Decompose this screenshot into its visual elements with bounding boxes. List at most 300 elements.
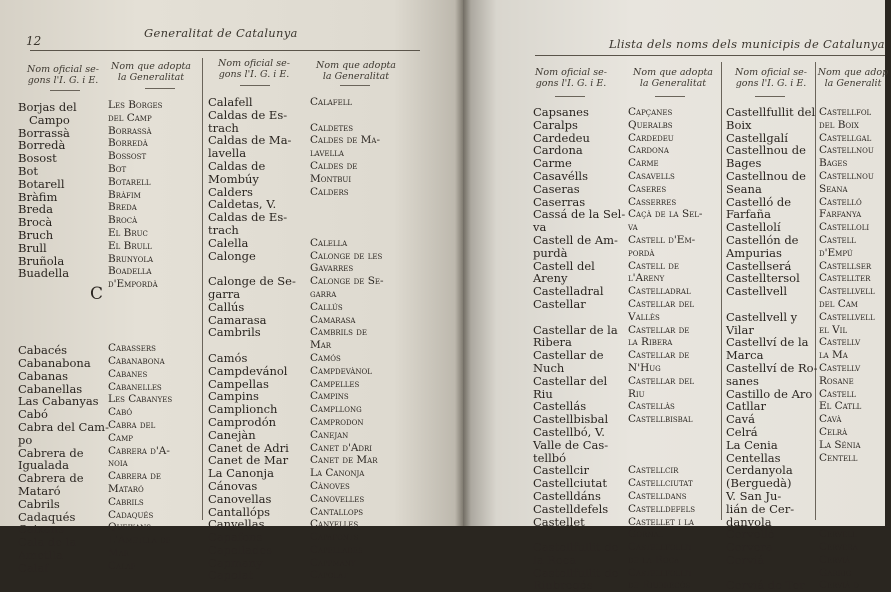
entry: Casavells <box>628 169 675 182</box>
entry: Capafonts <box>310 531 359 544</box>
entry: Castellfullit de <box>533 565 619 580</box>
col-header-oficial-1 <box>18 64 108 86</box>
entry: Farfanya <box>819 208 862 221</box>
entry: Castelldans <box>628 489 687 502</box>
entry: trach <box>208 222 239 237</box>
entry: Cabrera de <box>18 445 84 460</box>
entry: Cabassers <box>108 342 156 355</box>
entry: Queralbs <box>628 118 673 131</box>
entry: Brocà <box>108 214 138 227</box>
entry: Castelladral <box>533 284 604 299</box>
col-header-line: Nom que adopta <box>633 67 713 78</box>
entry: Bot <box>18 163 38 178</box>
entry: (Berguedà) <box>726 476 792 491</box>
entry: Ribera <box>533 335 572 350</box>
entry: el Vil <box>819 323 848 336</box>
entry: Cantallops <box>310 505 364 518</box>
entry: L'Ametlla de <box>108 534 171 547</box>
entry: Cardona <box>628 144 669 157</box>
entry: de la Roca <box>628 553 680 566</box>
entry: Camplionch <box>208 402 278 417</box>
entry: Castellnou de <box>726 143 806 158</box>
column-generalitat-4 <box>819 106 885 592</box>
entry: tellbó <box>533 450 567 465</box>
entry: El Brull <box>108 239 152 252</box>
entry: Castell d'Em- <box>628 233 696 246</box>
entry: Castelldefels <box>628 502 696 515</box>
entry: Callús <box>310 300 343 313</box>
col-header-line: Nom oficial se- <box>535 67 607 78</box>
entry: Calonge de Se- <box>310 275 384 288</box>
entry: Canejan <box>310 428 349 441</box>
entry: Campllong <box>310 403 362 416</box>
entry: Castellvell <box>726 284 787 299</box>
entry: Castellfollit <box>628 566 693 579</box>
entry: Castellfollit <box>628 541 693 554</box>
entry: Cànoves <box>310 479 350 492</box>
entry: l'Areny <box>628 272 665 285</box>
entry: Camprodon <box>310 415 364 428</box>
entry: sanes <box>726 373 759 388</box>
entry: La Cenia <box>726 437 778 452</box>
entry: Castellar de <box>628 349 690 362</box>
entry: Castellciutat <box>628 477 693 490</box>
entry: Castellnou de <box>726 168 806 183</box>
entry: La Sénia <box>819 438 861 451</box>
header-rule-right <box>535 55 885 56</box>
entry: Castellbisbal <box>533 412 609 427</box>
entry: Capolat <box>208 568 254 583</box>
entry: Castellcir <box>628 464 679 477</box>
entry: Cerviá de Ter <box>726 578 805 592</box>
col-header-oficial-3 <box>525 67 617 89</box>
entry: Cánovas <box>208 478 258 493</box>
entry: Castellv <box>819 361 861 374</box>
entry: Capmany <box>208 555 263 570</box>
entry: Les Borges <box>108 99 163 111</box>
entry: trach <box>208 120 239 135</box>
entry: Boix <box>726 117 752 132</box>
entry: Castelldáns <box>533 488 601 503</box>
column-generalitat-2 <box>310 96 410 582</box>
entry: Castellter <box>819 272 871 285</box>
column-generalitat-1 <box>108 99 202 572</box>
entry: Marca <box>726 348 764 363</box>
entry: Cambrils <box>208 325 261 340</box>
entry: Bosost <box>18 151 57 166</box>
entry: Breda <box>18 202 53 217</box>
entry <box>108 317 202 330</box>
entry: Igualada <box>18 458 69 473</box>
entry: Borredà <box>108 137 148 150</box>
entry: va <box>533 220 547 235</box>
entry: Farfaña <box>726 207 771 222</box>
column-oficial-1 <box>18 100 109 575</box>
entry: Calonge de Se- <box>208 274 296 289</box>
entry: Castellón de <box>726 232 799 247</box>
entry: La Canonja <box>310 467 365 480</box>
entry: Brull <box>18 240 47 255</box>
col-header-line: Nom oficial se- <box>735 67 807 78</box>
entry: Centell <box>819 451 858 464</box>
entry <box>310 211 410 224</box>
entry: Calonge de les <box>310 249 383 262</box>
entry: Campdevànol <box>310 364 372 377</box>
entry: d'Empordà <box>108 278 158 291</box>
entry: Breda <box>108 201 137 214</box>
entry: lavella <box>310 147 344 160</box>
entry: Campo <box>18 112 70 127</box>
entry: Canet de Mar <box>310 454 378 467</box>
entry: Les Cabanyes <box>108 393 173 406</box>
entry: purdà <box>533 245 568 260</box>
entry <box>628 452 723 465</box>
entry: Castellar del <box>533 373 608 388</box>
col-header-line: Nom que adop <box>817 67 889 78</box>
entry: Caserras <box>533 194 586 209</box>
column-divider <box>202 58 203 520</box>
entry: Celrà <box>819 425 848 438</box>
column-oficial-3 <box>533 106 625 592</box>
entry: Caldes de <box>310 159 358 172</box>
entry: Brocà <box>18 215 53 230</box>
entry: Caldas de Es- <box>208 210 288 225</box>
entry: Bossost <box>108 150 147 163</box>
entry: Castellfol <box>819 106 872 118</box>
entry: Castell de Am- <box>533 232 618 247</box>
entry: Campins <box>208 389 259 404</box>
entry: Castellet <box>533 514 585 529</box>
entry <box>18 319 106 332</box>
entry: Canyelles <box>310 518 359 531</box>
column-oficial-2 <box>208 96 306 582</box>
entry: Callús <box>208 299 245 314</box>
entry: Casavélls <box>533 168 588 183</box>
entry: Areny <box>533 271 568 286</box>
entry: Bràfim <box>18 189 58 204</box>
entry: Bruñola <box>18 253 65 268</box>
entry: Castellàs <box>628 400 675 413</box>
entry: Catllar <box>726 399 766 414</box>
col-header-line: Nom oficial se- <box>27 64 99 75</box>
entry: Canyellas <box>208 517 265 532</box>
entry: Montbui <box>310 172 352 185</box>
entry: Camarasa <box>208 312 267 327</box>
entry <box>108 329 202 342</box>
entry: Cappmany <box>310 556 356 569</box>
entry: Caçà de la Sel- <box>628 208 703 221</box>
entry: Castellserá <box>726 258 792 273</box>
entry: lavella <box>208 146 247 161</box>
entry: Caldas de Ma- <box>208 133 292 148</box>
entry: Caldas de Es- <box>208 107 288 122</box>
entry: Castelló de <box>726 194 792 209</box>
entry: Caldetes <box>310 121 354 134</box>
entry: Mataró <box>108 482 144 495</box>
entry: Castell <box>819 387 856 400</box>
entry: Cabanes <box>108 367 148 380</box>
entry: Castillo de Aro <box>726 386 813 401</box>
entry: Nuch <box>533 360 565 375</box>
entry: Cassá de la Sel- <box>533 207 626 222</box>
book-gutter <box>455 0 471 526</box>
entry: Cervell <box>819 528 857 541</box>
entry: Cerviá <box>726 552 765 567</box>
entry <box>310 224 410 237</box>
entry: Garrig <box>819 566 852 579</box>
entry: La Canonja <box>208 466 274 481</box>
entry: Capsanes <box>533 105 589 119</box>
entry: Cabanas <box>18 368 69 383</box>
entry: Cardona <box>533 143 583 158</box>
entry: Castellar del <box>628 374 694 387</box>
entry: Campelles <box>310 377 360 390</box>
entry: Las Cabanyas <box>18 394 99 409</box>
col-header-line: la Generalitat <box>117 72 185 83</box>
entry: Camarasa <box>310 313 356 326</box>
entry: Mombúy <box>208 171 259 186</box>
entry: Castellnou <box>819 144 874 157</box>
entry: V. San Ju- <box>726 488 782 503</box>
entry: Caldetas, V. <box>208 197 277 212</box>
entry: Cabra del Cam- <box>18 419 109 434</box>
entry: Canejàn <box>208 427 256 442</box>
entry: Cervelló <box>726 527 775 542</box>
entry: Calafell <box>310 96 353 108</box>
entry: Botarell <box>108 175 151 188</box>
page-number: 12 <box>26 34 42 48</box>
entry: Castellbisbal <box>628 413 693 426</box>
entry: Borrassà <box>18 125 70 140</box>
col-header-rule <box>655 96 685 97</box>
col-header-line: la Generalitat <box>322 71 390 82</box>
col-header-adopta-1 <box>106 61 196 83</box>
entry: Bruch <box>18 227 54 242</box>
entry: Castell <box>819 233 856 246</box>
entry: Canovellas <box>208 491 272 506</box>
entry: Calaf <box>18 560 49 575</box>
entry: Castellgalí <box>726 130 788 145</box>
entry: Cavà <box>819 413 842 426</box>
entry: Seana <box>819 182 848 195</box>
entry: Queixans <box>108 521 152 534</box>
entry: Caseras <box>533 181 580 196</box>
entry <box>819 464 885 477</box>
entry: del Camp <box>108 111 152 124</box>
entry: del Cam <box>819 297 858 310</box>
entry: Cabó <box>108 406 133 419</box>
col-header-line: la Generalitat <box>639 78 707 89</box>
entry <box>819 503 885 516</box>
entry: Celrá <box>726 424 758 439</box>
col-header-rule <box>555 96 585 97</box>
entry: po <box>18 432 33 447</box>
entry: Mataró <box>18 483 61 498</box>
entry: Castelladral <box>628 285 691 298</box>
entry: Caixans <box>18 522 64 537</box>
entry: Capçanes <box>628 106 673 118</box>
entry: Ametlla <box>18 547 63 562</box>
entry: Borredà <box>18 138 66 153</box>
entry: Cadaqués <box>18 509 76 524</box>
entry: Cervià d <box>819 579 859 592</box>
entry: Caseres <box>628 182 667 195</box>
entry: Castellvell <box>819 285 875 298</box>
col-header-line: Nom que adopta <box>316 60 396 71</box>
entry: Centellas <box>726 450 781 465</box>
col-header-adopta-4 <box>815 67 891 89</box>
entry: Cantallóps <box>208 504 271 519</box>
entry: Canet d'Adri <box>310 441 373 454</box>
entry: Capellades <box>310 543 363 556</box>
col-header-line: gons l'I. G. i E. <box>735 78 807 89</box>
entry: Cadaqués <box>108 508 154 521</box>
col-header-rule <box>340 85 370 86</box>
entry: la Roca <box>533 552 577 567</box>
entry: Mar <box>108 546 130 559</box>
running-head-right: Llista dels noms dels municipis de Catalunya <box>609 37 885 51</box>
entry: Castellar de la <box>533 322 618 337</box>
entry: El Catll <box>819 400 862 413</box>
entry <box>726 298 818 311</box>
entry <box>108 304 202 317</box>
entry: Castellser <box>819 259 872 272</box>
entry: Boadella <box>108 265 152 278</box>
entry: la Ribera <box>628 336 673 349</box>
header-rule-left <box>30 50 420 51</box>
entry: Bot <box>108 162 127 175</box>
entry: Seana <box>726 181 762 196</box>
entry: Castellolí <box>726 220 781 235</box>
entry: Cerdanyola <box>726 463 793 478</box>
entry: d'Empú <box>819 246 853 259</box>
col-header-rule <box>145 88 175 89</box>
entry: Gornal <box>628 528 664 541</box>
entry: Camós <box>208 350 248 365</box>
entry: Borjas del <box>18 100 77 114</box>
entry <box>819 516 885 529</box>
entry: Castellví de Ro- <box>726 360 818 375</box>
entry: Caldas de <box>208 158 266 173</box>
entry: Vallès <box>628 310 660 323</box>
entry: Calaf <box>108 559 136 572</box>
entry <box>18 306 106 319</box>
entry <box>533 311 625 324</box>
entry: Cardedeu <box>533 130 590 145</box>
entry: Canovelles <box>310 492 365 505</box>
entry: Bages <box>726 156 762 171</box>
entry: Cabrera d'A- <box>108 444 170 457</box>
entry: Castellv <box>819 336 861 349</box>
entry: Calders <box>208 184 253 199</box>
entry: Cabrils <box>108 495 144 508</box>
entry <box>628 439 723 452</box>
entry: la Ma <box>819 349 848 362</box>
entry: Calella <box>310 236 348 249</box>
entry: Cabanabona <box>108 354 165 367</box>
entry: Valle de Cas- <box>533 437 609 452</box>
entry: Castelldefels <box>533 501 609 516</box>
entry: Castell del <box>533 258 595 273</box>
entry: de Riubregós <box>628 579 691 592</box>
col-header-line: la Generalit <box>824 78 882 89</box>
entry: garra <box>208 286 241 301</box>
entry: Cabanellas <box>18 381 83 396</box>
entry: Castelltersol <box>726 271 800 286</box>
entry: lián de Cer- <box>726 501 795 516</box>
entry: Cabra del <box>108 418 156 431</box>
entry: Borrassà <box>108 124 152 137</box>
entry: Canet de Mar <box>208 453 289 468</box>
entry: Botarell <box>18 176 65 191</box>
entry: Castellbó, V. <box>533 424 605 439</box>
col-header-oficial-2 <box>206 58 302 80</box>
column-oficial-4 <box>726 106 818 592</box>
col-header-line: gons l'I. G. i E. <box>27 75 99 86</box>
entry: Cavá <box>726 412 756 427</box>
entry: Castellfullit de <box>533 540 619 555</box>
entry: va <box>628 221 638 234</box>
entry <box>310 109 410 122</box>
entry: Ampurias <box>726 245 782 260</box>
entry: Bages <box>819 157 848 170</box>
entry: Castellar de <box>628 323 690 336</box>
entry: Castellvell y <box>726 309 798 324</box>
entry: garra <box>310 287 337 300</box>
entry: Cabacés <box>18 343 68 358</box>
entry: Castellvell <box>819 310 875 323</box>
entry: Camp <box>108 431 133 444</box>
column-generalitat-3 <box>628 106 723 592</box>
entry: Rosane <box>819 374 854 387</box>
entry: Castellciutat <box>533 476 607 491</box>
entry: Castellar <box>533 296 586 311</box>
entry: Capafons <box>208 530 263 545</box>
entry: Caldes de Ma- <box>310 134 381 147</box>
entry: Riu <box>533 386 553 401</box>
entry: Cabó <box>18 407 48 422</box>
entry: Cabanabona <box>18 355 91 370</box>
entry: Castellar del <box>628 297 694 310</box>
entry: Vilar <box>726 322 754 337</box>
entry: Gavarres <box>310 262 354 275</box>
entry: Carme <box>628 157 659 170</box>
entry: Cabanelles <box>108 380 162 393</box>
right-page <box>463 0 889 592</box>
entry: N'Hug <box>628 361 661 374</box>
entry: del Boix <box>819 118 859 131</box>
entry <box>628 426 723 439</box>
entry <box>310 198 410 211</box>
entry <box>819 490 885 503</box>
entry: Castellnou <box>819 169 874 182</box>
entry: Cala de la <box>18 535 77 550</box>
entry: Campellas <box>208 376 269 391</box>
entry: Castellví de la <box>726 335 809 350</box>
entry: Campins <box>310 390 349 403</box>
running-head-left: Generalitat de Catalunya <box>144 26 298 40</box>
entry: Casserres <box>628 195 677 208</box>
entry: Cardedeu <box>628 131 674 144</box>
entry: Buadella <box>18 266 70 281</box>
entry: Capellades <box>208 542 273 557</box>
entry: Cabrera de <box>108 470 161 483</box>
entry: Castellfullit del <box>726 105 816 119</box>
col-header-line: Nom que adopta <box>111 61 191 72</box>
entry: danyola <box>726 514 772 529</box>
col-header-line: gons l'I. G. i E. <box>535 78 607 89</box>
entry: Camós <box>310 351 341 364</box>
